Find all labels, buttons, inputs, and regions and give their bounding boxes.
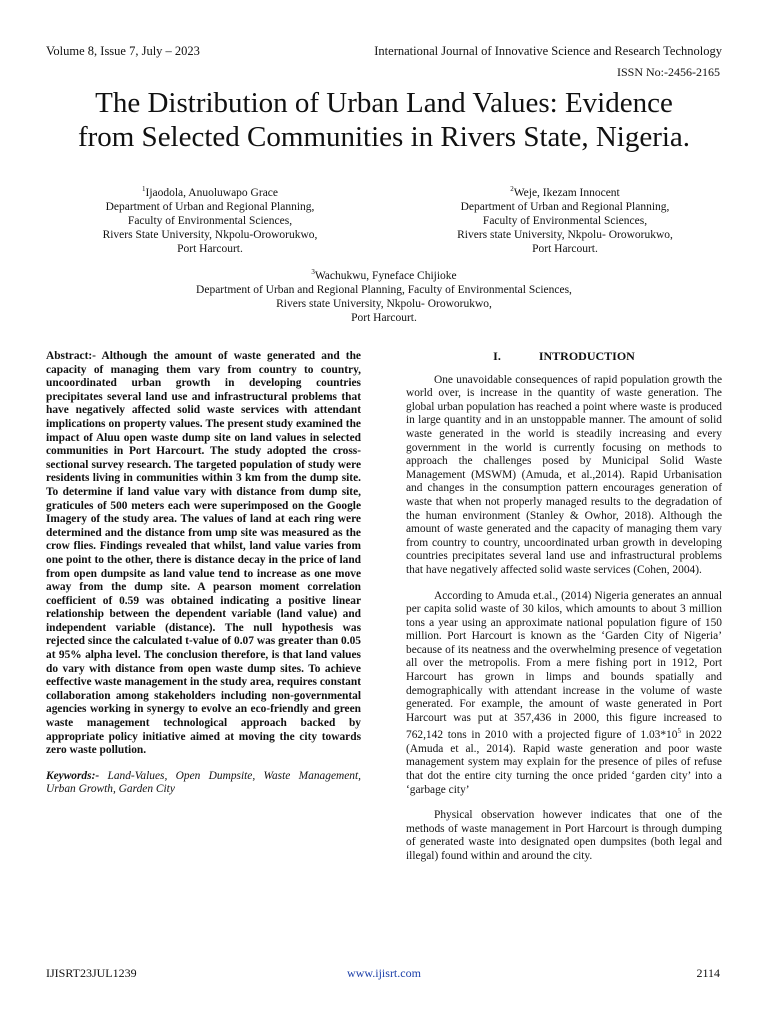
author-1-city: Port Harcourt.: [177, 242, 243, 255]
title-line-2: from Selected Communities in Rivers State, Nigeria.: [77, 121, 691, 153]
keywords-list: Land-Values, Open Dumpsite, Waste Management, Urban Growth, Garden City: [46, 769, 361, 796]
author-1-sup: 1: [141, 185, 146, 193]
intro-paragraph-2b: in 2022 (Amuda et al., 2014). Rapid waste generation and poor waste management system may explain for the presence of piles of refuse that dot the entire city turning the once prided ‘garden city’ into a ‘garbage city’: [406, 729, 722, 796]
author-3-sup: 3: [311, 268, 315, 276]
author-2-dept: Department of Urban and Regional Planning,: [460, 200, 670, 213]
abstract-text: Abstract:- Although the amount of waste generated and the capacity of managing them vary from country to country, uncoordinated urban growth in developing countries precipitates several land use and infrastructural problems that have negatively affected solid waste services with attendant implications on property values. The present study examined the impact of Aluu open waste dump site on land values in selected communities in Port Harcourt. The study adopted the cross-sectional survey research. The targeted population of study were residents living in communities within 3 km from the dump site. To determine if land value vary with distance from dump site, graticules of 500 meters each were superimposed on the Google Imagery of the study area. The values of land at each ring were determined and the distance from ump site was measured as the crow flies. Findings revealed that whilst, land value varies from one point to the other, there is distance decay in the price of land from open dumpsite as land value tend to increase as one move away from the dump site. A pearson moment correlation coefficient of 0.59 was obtained indicating a positive linear relationship between the dependent variable (land value) and independent variable (distance). The null hypothesis was rejected since the calculated t-value of 0.07 was greater than 0.05 at 95% alpha level. The conclusion therefore, is that land values do vary with distance from open waste dump sites. To achieve eeffective waste management in the study area, requires constant collaboration among stakeholders including non-governmental agencies working in synergy to evolve an eco-friendly and green waste management technological approach backed by appropriate policy initiative aimed at moving the city towards zero waste pollution.: [46, 350, 361, 757]
author-1-dept: Department of Urban and Regional Planning,: [105, 200, 315, 213]
intro-paragraph-2: [406, 590, 722, 798]
author-3-name: Wachukwu, Fyneface Chijioke: [314, 269, 457, 282]
author-2-block: [415, 182, 715, 256]
author-2-faculty: Faculty of Environmental Sciences,: [482, 214, 648, 227]
author-2-name: Weje, Ikezam Innocent: [513, 186, 620, 199]
author-1-name: Ijaodola, Anuoluwapo Grace: [145, 186, 279, 199]
journal-name: International Journal of Innovative Science and Research Technology: [374, 44, 722, 58]
volume-info: Volume 8, Issue 7, July – 2023: [46, 44, 200, 58]
author-1-block: [60, 182, 360, 256]
page-number: 2114: [696, 966, 720, 980]
issn: ISSN No:-2456-2165: [616, 65, 720, 79]
website-link[interactable]: www.ijisrt.com: [347, 966, 421, 980]
author-2-univ: Rivers state University, Nkpolu- Oroworukwo,: [457, 228, 673, 241]
author-3-city: Port Harcourt.: [351, 311, 417, 324]
author-3-block: [100, 265, 668, 325]
section-number: I.: [493, 349, 501, 363]
section-heading: [406, 350, 722, 364]
author-3-univ: Rivers state University, Nkpolu- Oroworukwo,: [276, 297, 492, 310]
intro-paragraph-1: One unavoidable consequences of rapid population growth the world over, is increase in the quantity of waste generation. The global urban population has reached a point where waste is produced in large quantity and in an unstoppable manner. The amount of solid waste generated in the world is steadily increasing and every government in the world is currently focusing on methods to approach the challenges posed by Municipal Solid Waste Management (MSWM) (Amuda, et al.,2014). Rapid Urbanisation and changes in the consumption pattern encourages generation of waste that when not properly managed results to the degradation of the human environment (Stanley & Owhor, 2018). Although the amount of waste generated and the capacity of managing them vary from country to country, uncoordinated urban growth in developing countries precipitates several land use and infrastructural problems that have negatively affected solid waste services (Cohen, 2004).: [406, 373, 722, 576]
author-1-faculty: Faculty of Environmental Sciences,: [127, 214, 293, 227]
title-line-1: The Distribution of Urban Land Values: Evidence: [95, 87, 673, 119]
intro-paragraph-2a: According to Amuda et.al., (2014) Nigeria generates an annual per capita solid waste of 30 kilos, which amounts to about 3 million tons a year using an approximate national population figure of 150 million. Port Harcourt is known as the ‘Garden City of Nigeria’ because of its neatness and the overwhelming presence of vegetation all over the metropolis. From a mere fishing port in 1912, Port Harcourt has grown in limps and bounds spatially and demographically with attendant increase in the volume of waste generated. For example, the amount of waste generated in Port Harcourt was put at 357,436 in 2000, this figure increased to 762,142 tons in 2010 with a projected figure of 1.03*10: [406, 589, 722, 742]
left-column: [46, 350, 361, 797]
author-1-univ: Rivers State University, Nkpolu-Oroworukwo,: [102, 228, 318, 241]
keywords: [46, 770, 361, 797]
author-3-dept: Department of Urban and Regional Planning, Faculty of Environmental Sciences,: [196, 283, 572, 296]
author-2-sup: 2: [510, 185, 514, 193]
right-column: [406, 350, 722, 864]
section-title: INTRODUCTION: [538, 349, 635, 363]
paper-code: IJISRT23JUL1239: [46, 966, 137, 980]
author-2-city: Port Harcourt.: [532, 242, 598, 255]
keywords-label: Keywords:-: [46, 769, 100, 782]
intro-paragraph-3: Physical observation however indicates that one of the methods of waste management in Port Harcourt is through dumping of generated waste into designated open dumpsites (both legal and illegal) found within and around the city.: [406, 809, 722, 862]
paper-title: [40, 86, 728, 154]
exponent: 5: [677, 727, 681, 736]
